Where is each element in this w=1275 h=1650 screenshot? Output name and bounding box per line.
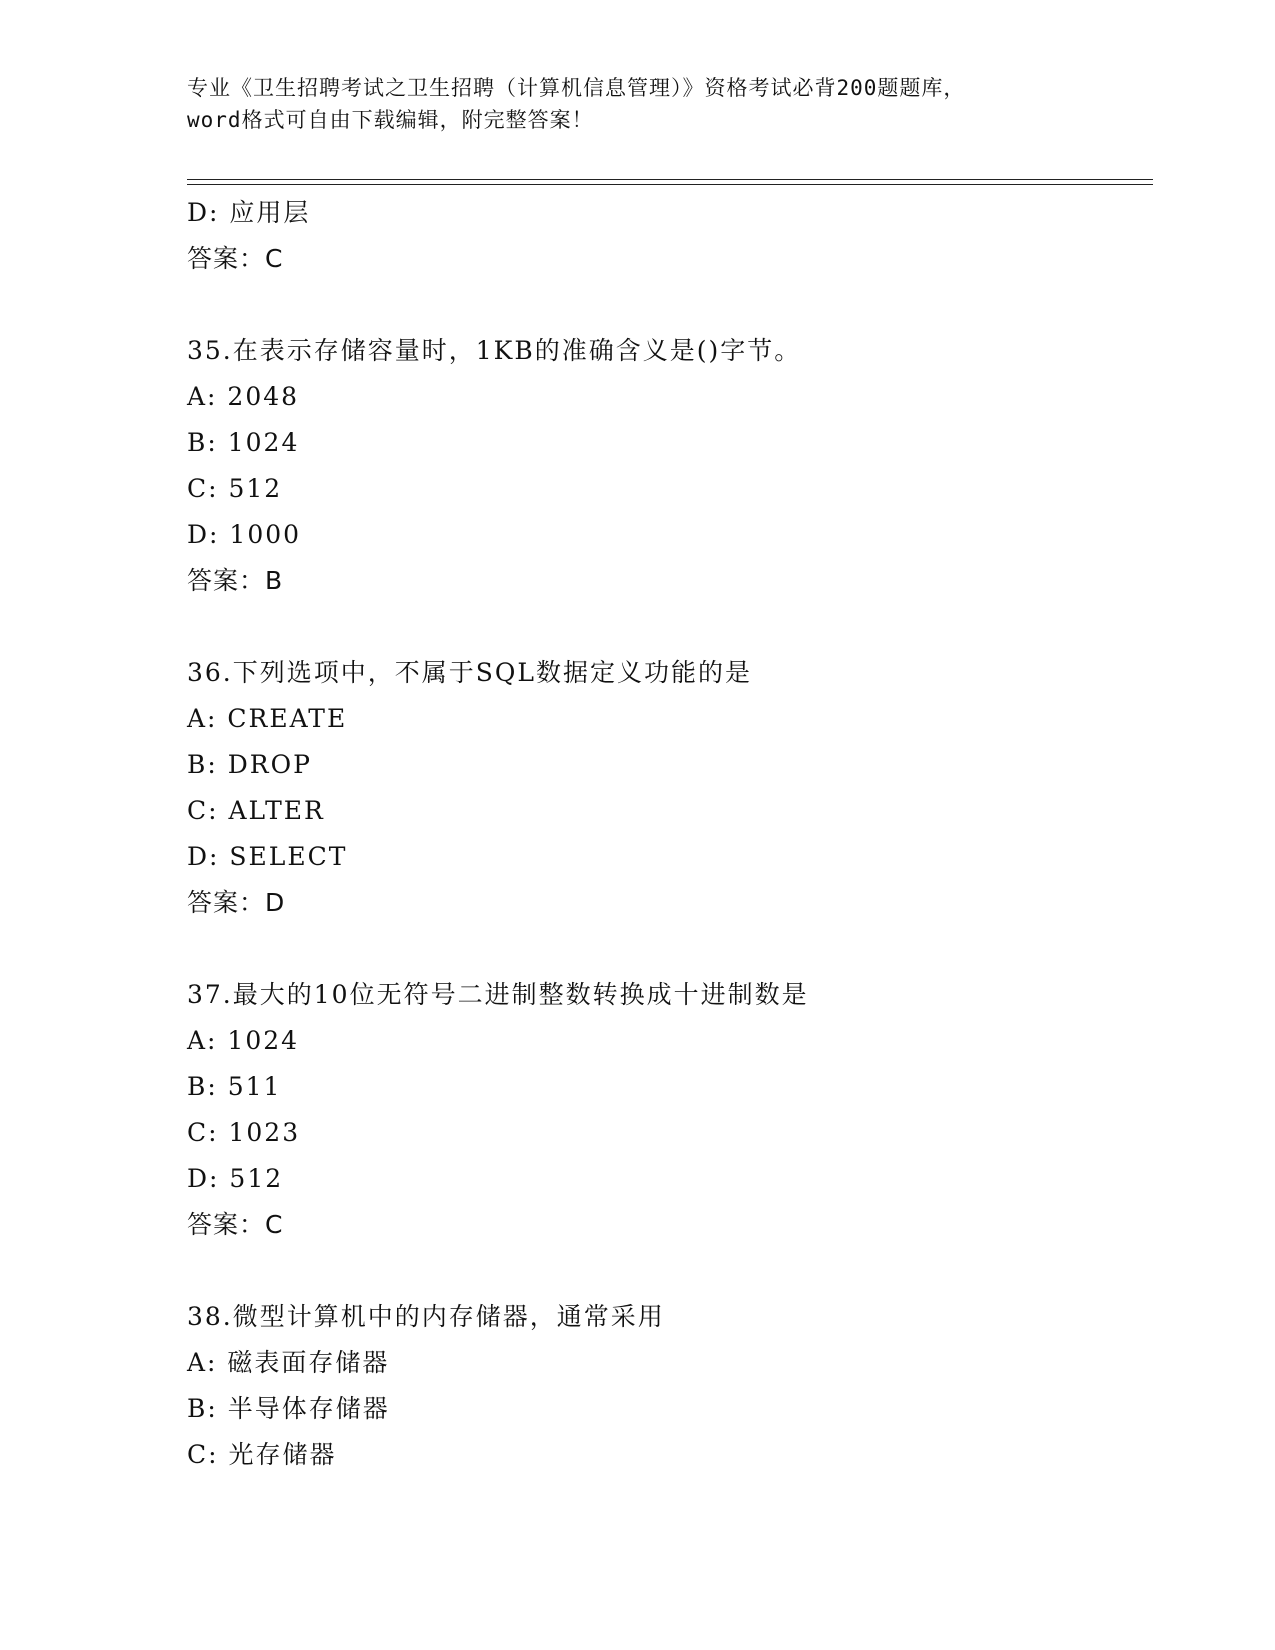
question-37 — [187, 972, 1147, 1248]
option-c: C: 512 — [187, 474, 283, 503]
option-c: C: 1023 — [187, 1118, 301, 1147]
answer-line: 答案：D — [187, 888, 286, 917]
answer-line: 答案：B — [187, 566, 284, 595]
header-divider-top — [187, 179, 1153, 180]
answer-line: 答案：C — [187, 244, 284, 273]
option-b: B: 511 — [187, 1072, 282, 1101]
question-stem: 38.微型计算机中的内存储器，通常采用 — [187, 1302, 665, 1331]
option-a: A: 2048 — [187, 382, 300, 411]
header-line-1: 专业《卫生招聘考试之卫生招聘（计算机信息管理）》资格考试必背200题题库， — [187, 76, 966, 100]
option-d: D: 1000 — [187, 520, 302, 549]
option-a: A: 1024 — [187, 1026, 300, 1055]
option-d: D: SELECT — [187, 842, 348, 871]
option-a: A: 磁表面存储器 — [187, 1348, 390, 1377]
question-38 — [187, 1294, 1147, 1478]
question-stem: 35.在表示存储容量时，1KB的准确含义是()字节。 — [187, 336, 802, 365]
option-c: C: ALTER — [187, 796, 325, 825]
option-a: A: CREATE — [187, 704, 348, 733]
question-36 — [187, 650, 1147, 926]
option-d: D: 512 — [187, 1164, 284, 1193]
question-stem: 36.下列选项中，不属于SQL数据定义功能的是 — [187, 658, 752, 687]
question-stem: 37.最大的10位无符号二进制整数转换成十进制数是 — [187, 980, 809, 1009]
option-b: B: 1024 — [187, 428, 300, 457]
document-header — [187, 72, 1087, 136]
header-divider-bottom — [187, 184, 1153, 185]
question-list — [187, 190, 1147, 1478]
option-d: D: 应用层 — [187, 198, 311, 227]
option-b: B: 半导体存储器 — [187, 1394, 390, 1423]
question-35 — [187, 328, 1147, 604]
option-b: B: DROP — [187, 750, 312, 779]
answer-line: 答案：C — [187, 1210, 284, 1239]
header-line-2: word格式可自由下载编辑，附完整答案！ — [187, 108, 594, 132]
option-c: C: 光存储器 — [187, 1440, 337, 1469]
